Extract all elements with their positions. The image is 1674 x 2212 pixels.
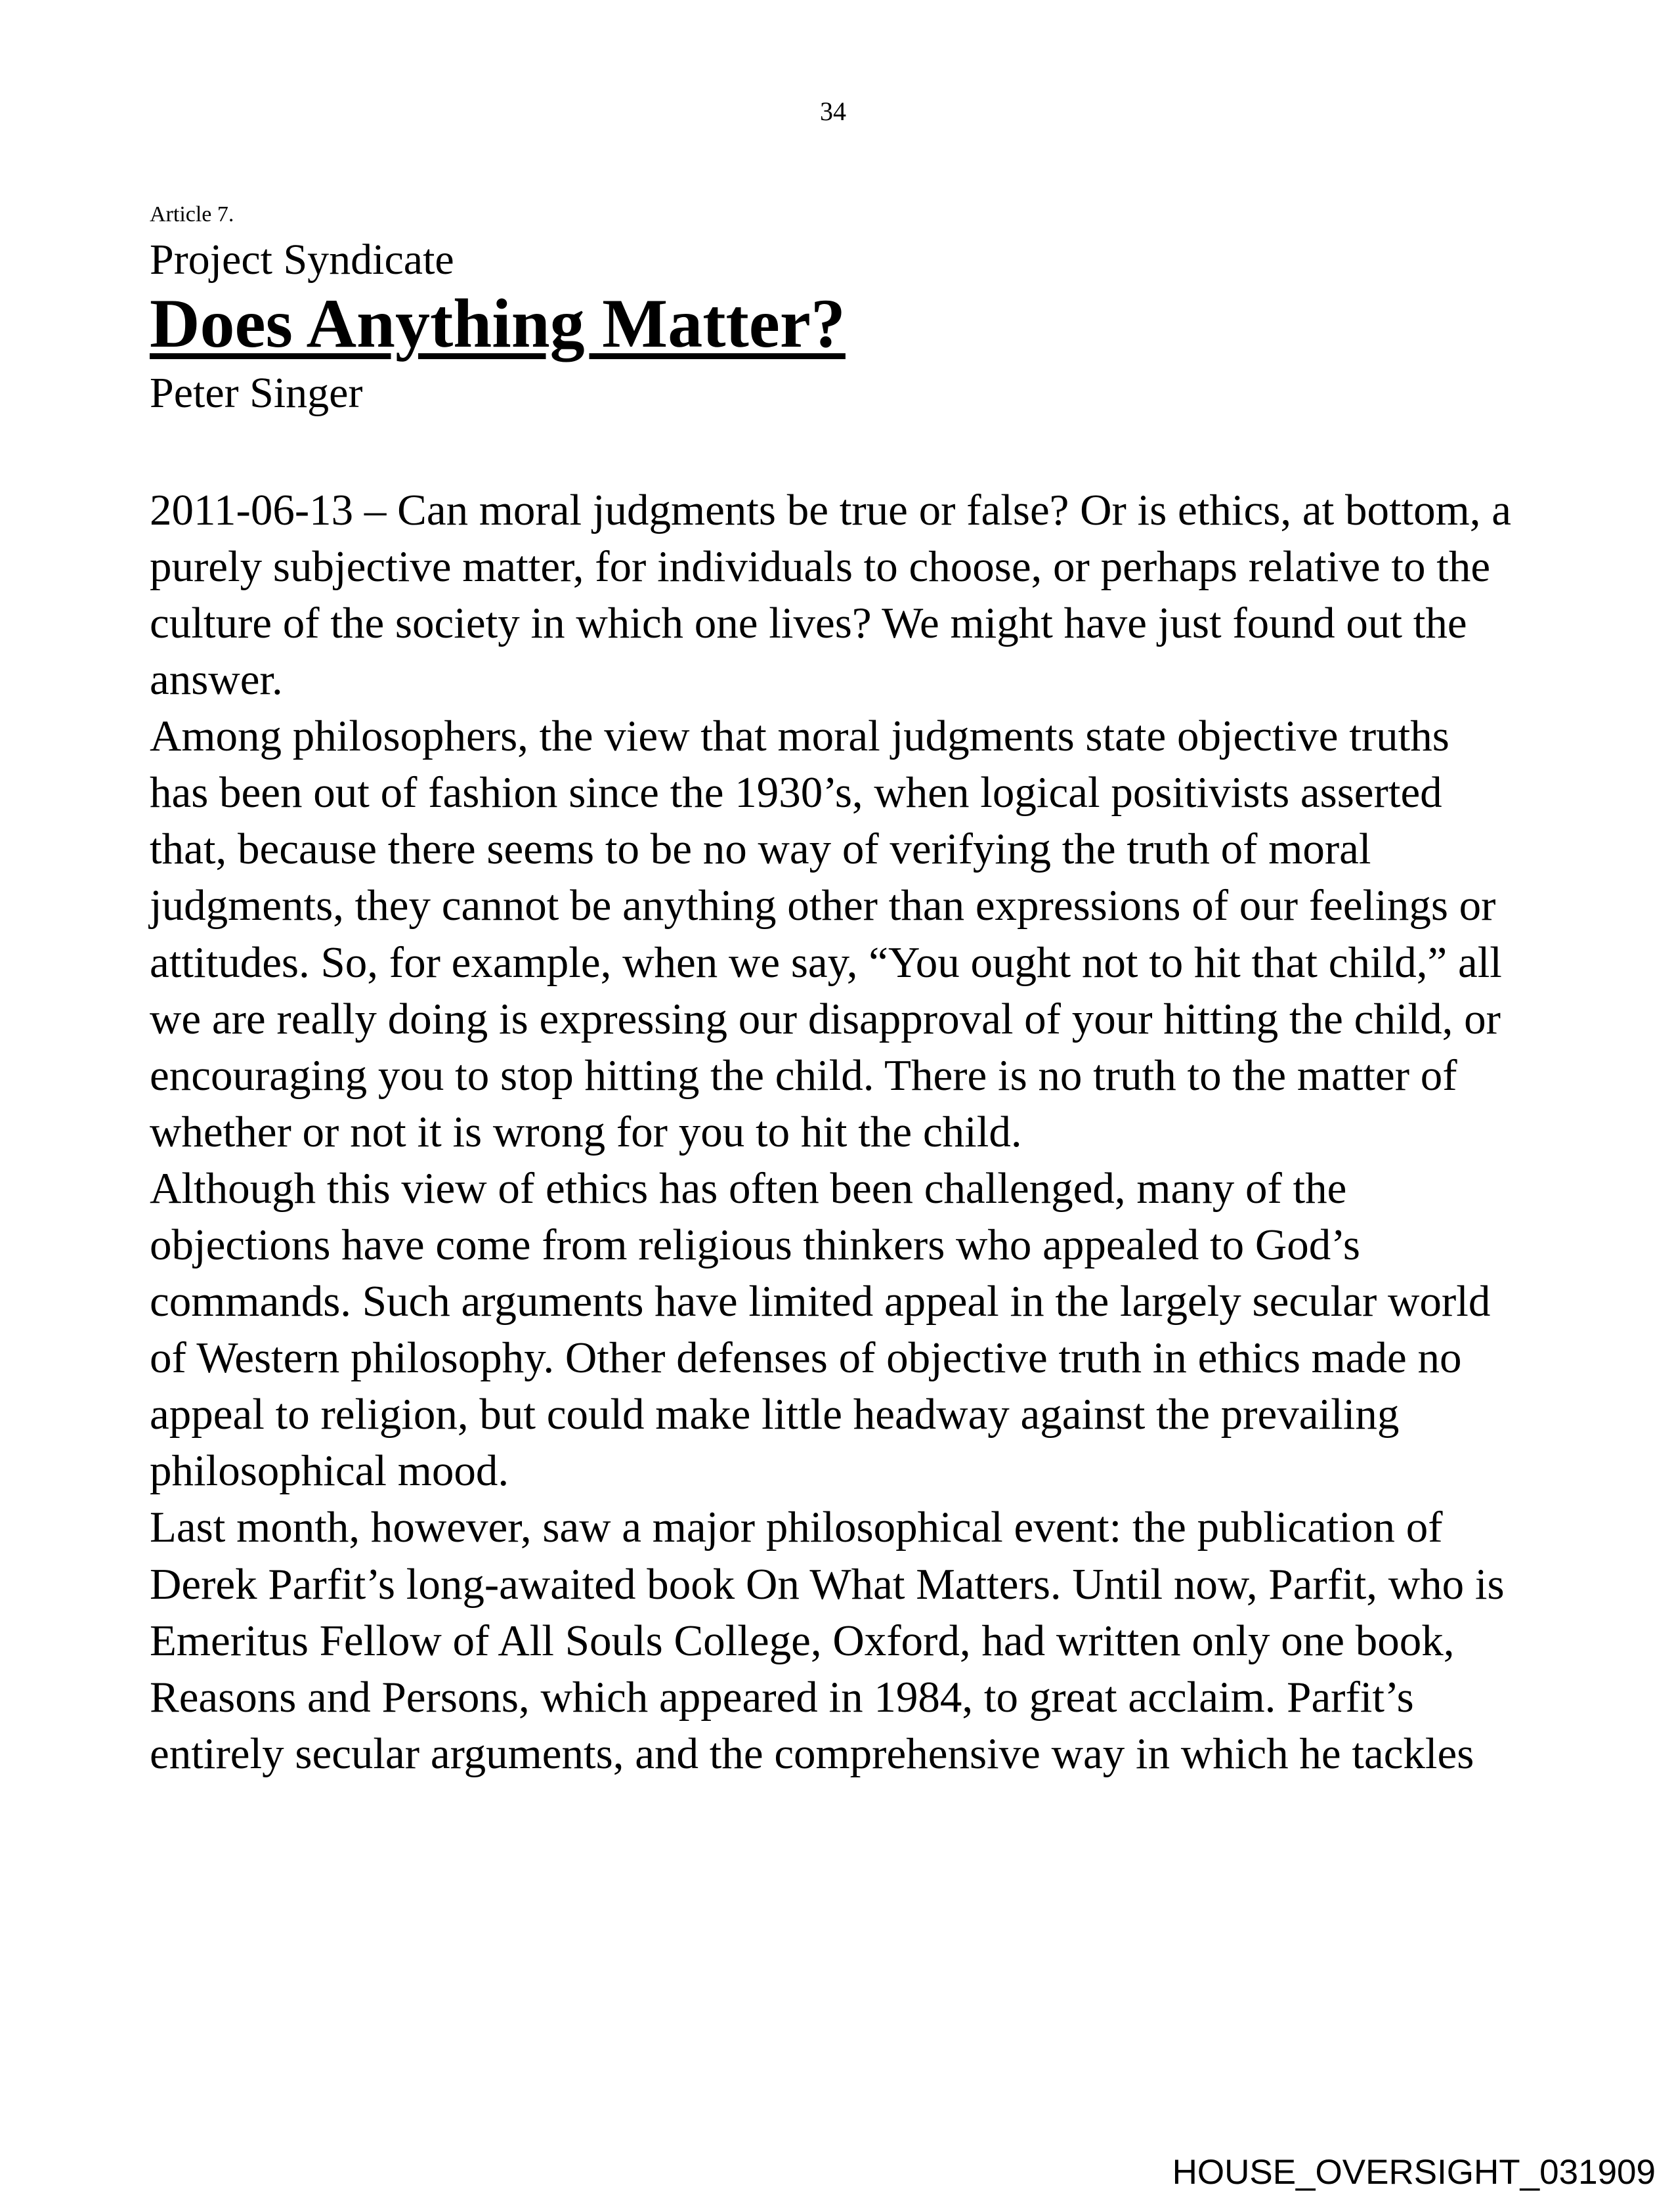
paragraph: Among philosophers, the view that moral judgments state objective truths has been out of fashion since the 1930’s, when logical positivists asserted that, because there seems to be no way of verifying the truth of moral judgments, they cannot be anything other than expressions of our feelings or attitudes. So, for example, when we say, “You ought not to hit that child,” all we are really doing is expressing our disapproval of your hitting the child, or encouraging you to stop hitting the child. There is no truth to the matter of whether or not it is wrong for you to hit the child.: [150, 712, 1502, 1156]
article-title: Does Anything Matter?: [150, 285, 846, 362]
bates-stamp: HOUSE_OVERSIGHT_031909: [1172, 2153, 1656, 2192]
paragraph: Last month, however, saw a major philosophical event: the publication of Derek Parfit’s long-awaited book On What Matters. Until now, Parfit, who is Emeritus Fellow of All Souls College, Oxford, had written only one book, Reasons and Persons, which appeared in 1984, to great acclaim. Parfit’s entirely secular arguments, and the comprehensive way in which he tackles: [150, 1503, 1505, 1778]
page-number: 34: [820, 97, 846, 126]
article-body: [150, 482, 1518, 1782]
article-label: Article 7.: [150, 202, 234, 227]
paragraph: Although this view of ethics has often been challenged, many of the objections have come from religious thinkers who appealed to God’s commands. Such arguments have limited appeal in the largely secular world of Western philosophy. Other defenses of objective truth in ethics made no appeal to religion, but could make little headway against the prevailing philosophical mood.: [150, 1163, 1491, 1496]
author-name: Peter Singer: [150, 368, 363, 417]
paragraph: 2011-06-13 – Can moral judgments be true or false? Or is ethics, at bottom, a purely subjective matter, for individuals to choose, or perhaps relative to the culture of the society in which one lives? We might have just found out the answer.: [150, 485, 1512, 705]
publication-source: Project Syndicate: [150, 236, 454, 284]
